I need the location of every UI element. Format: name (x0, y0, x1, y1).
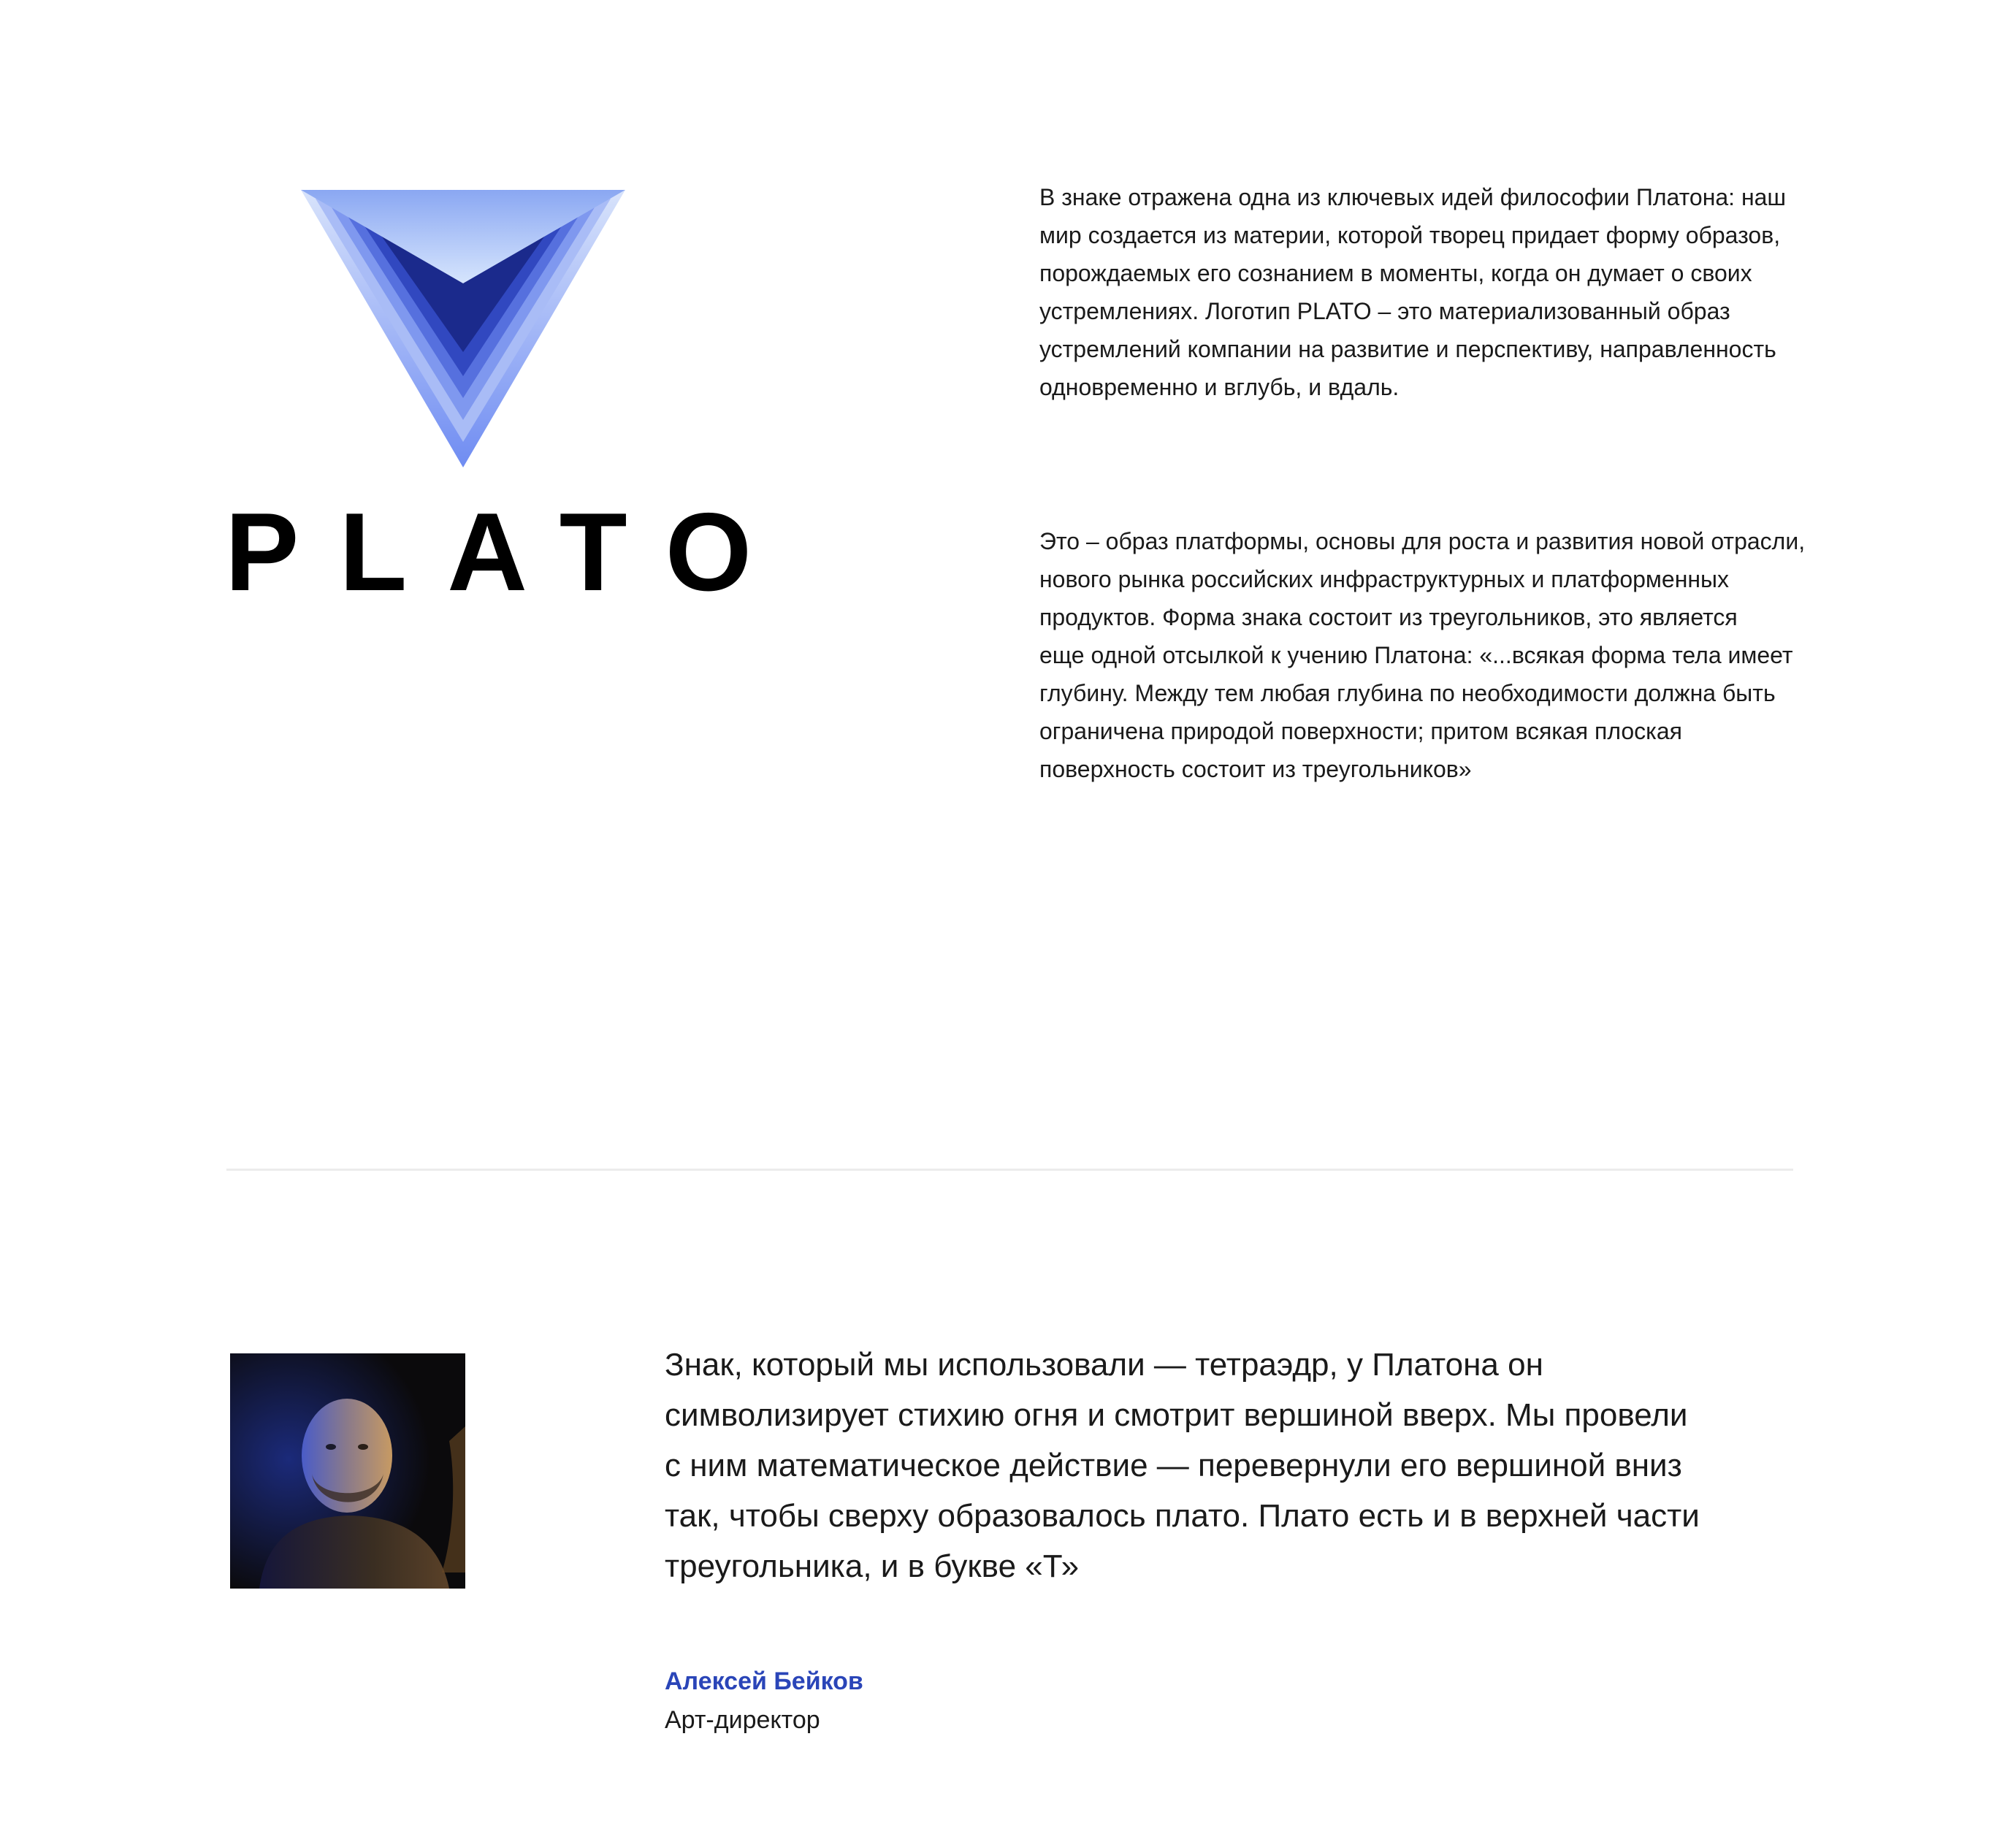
quote-line: треугольника, и в букве «Т» (665, 1548, 1080, 1584)
quote-text (665, 1340, 1804, 1591)
quote-line: символизирует стихию огня и смотрит вершиной вверх. Мы провели (665, 1397, 1688, 1433)
desc2-line: ограничена природой поверхности; притом всякая плоская (1039, 718, 1682, 744)
description-paragraph-1 (1039, 178, 1872, 406)
inverted-layered-triangle-icon (301, 190, 625, 467)
desc2-line: еще одной отсылкой к учению Платона: «...всякая форма тела имеет (1039, 642, 1793, 668)
desc2-line: глубину. Между тем любая глубина по необходимости должна быть (1039, 680, 1776, 706)
quote-line: с ним математическое действие — перевернули его вершиной вниз (665, 1448, 1682, 1483)
section-divider (226, 1169, 1793, 1171)
quote-line: так, чтобы сверху образовалось плато. Плато есть и в верхней части (665, 1498, 1700, 1534)
quote-line: Знак, который мы использовали — тетраэдр, у Платона он (665, 1347, 1543, 1383)
desc2-line: нового рынка российских инфраструктурных и платформенных (1039, 566, 1730, 592)
desc1-line: порождаемых его сознанием в моменты, когда он думает о своих (1039, 260, 1752, 286)
desc2-line: поверхность состоит из треугольников» (1039, 756, 1472, 782)
desc1-line: устремлениях. Логотип PLATO – это материализованный образ (1039, 298, 1730, 324)
author-portrait-icon (230, 1353, 465, 1589)
description-paragraph-2 (1039, 522, 1872, 788)
author-role: Арт-директор (665, 1706, 820, 1734)
desc1-line: В знаке отражена одна из ключевых идей философии Платона: наш (1039, 184, 1787, 210)
author-avatar (230, 1353, 465, 1589)
desc1-line: устремлений компании на развитие и перспективу, направленность (1039, 336, 1776, 362)
desc1-line: одновременно и вглубь, и вдаль. (1039, 374, 1400, 400)
plato-wordmark (225, 490, 793, 614)
desc2-line: Это – образ платформы, основы для роста и развития новой отрасли, (1039, 528, 1806, 554)
author-name: Алексей Бейков (665, 1667, 863, 1695)
plato-logo (219, 183, 793, 621)
wordmark-text: PLATO (225, 490, 793, 614)
desc2-line: продуктов. Форма знака состоит из треугольников, это является (1039, 604, 1738, 630)
desc1-line: мир создается из материи, которой творец придает форму образов, (1039, 222, 1781, 248)
